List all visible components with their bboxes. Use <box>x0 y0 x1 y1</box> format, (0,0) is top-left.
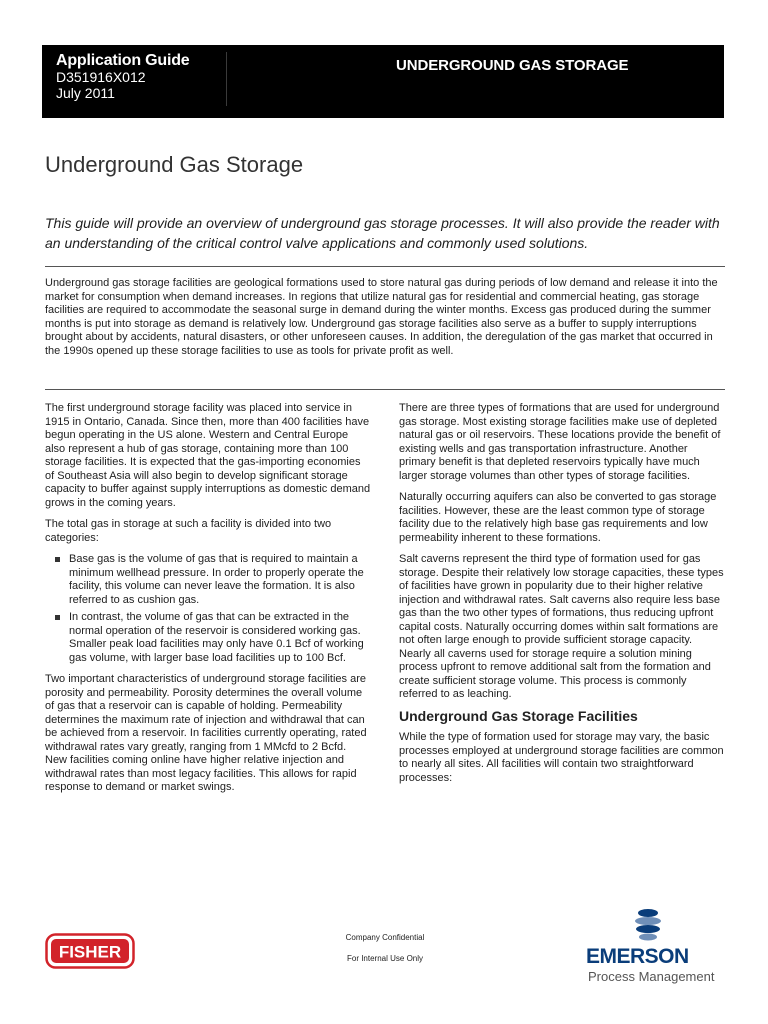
paragraph: Salt caverns represent the third type of formation used for gas storage. Despite their relatively low storage capacities, these types of facilities have grown in popularity due to their higher relative injection and withdrawal rates. Salt caverns also require less base gas than the two other types of formations, thus reducing upfront capital costs. Naturally occurring domes within salt formations are not often large enough to provide sufficient storage capacity. Nearly all caverns used for storage require a solution mining process upfront to remove additional salt from the formation and create sufficient storage volume. This process is commonly referred to as leaching. <box>399 553 724 700</box>
paragraph: Naturally occurring aquifers can also be converted to gas storage facilities. However, these are the least common type of storage facility due to the relatively high base gas requirements and low permeability inherent to these formations. <box>399 491 717 544</box>
document-date: July 2011 <box>56 85 115 101</box>
document-meta <box>56 52 227 106</box>
left-column <box>45 402 371 803</box>
paragraph: The first underground storage facility was placed into service in 1915 in Ontario, Canada. Since then, more than 400 facilities have begun operating in the US alone. Western and Central Europe also represent a hub of gas storage, containing more than 100 storage facilities. It is expected that the gas-importing economies of Southeast Asia will also begin to develop significant storage capacity to buffer against supply interruptions as domestic demand grows in the coming years. <box>45 402 371 509</box>
emerson-logo-text: EMERSON <box>586 945 689 968</box>
paragraph: The total gas in storage at such a facility is divided into two categories: <box>45 518 332 544</box>
emerson-logo <box>582 903 726 987</box>
paragraph: Two important characteristics of underground storage facilities are porosity and permeability. Porosity determines the overall volume of gas that a reservoir can is capable of holding. Permeability determines the maximum rate of injection and withdrawal that can be achieved from a reservoir. In facilities currently operating, rated withdrawal rates vary greatly, ranging from 1 MMcfd to 2 Bcfd. New facilities coming online have higher relative injection and withdrawal rates than most legacy facilities. This allows for rapid response to demand or market swings. <box>45 673 367 793</box>
divider <box>45 389 725 390</box>
paragraph: There are three types of formations that are used for underground gas storage. Most existing storage facilities make use of depleted natural gas or oil reservoirs. These locations provide the benefit of existing wells and gas transportation infrastructure. Another primary benefit is that depleted reservoirs typically have much larger storage volumes than other types of storage facilities. <box>399 402 721 482</box>
paragraph: While the type of formation used for storage may vary, the basic processes employed at underground storage facilities are common to nearly all sites. All facilities will contain two straightforward processes: <box>399 731 724 784</box>
overview-paragraph: Underground gas storage facilities are geological formations used to store natural gas during periods of low demand and release it into the market for consumption when demand increases. In regions that utilize natural gas for residential and commercial heating, gas storage facilities are required to accommodate the seasonal surge in demand during the winter months. Excess gas produced during the summer months is put into storage as demand is relatively low. Underground gas storage facilities also serve as a buffer to supply interruptions brought about by accidents, natural disasters, or other unforeseen causes. In addition, the deregulation of the gas market that occurred in the 1990s opened up these storage facilities to use as tools for private profit as well. <box>45 277 718 357</box>
list-item: Base gas is the volume of gas that is required to maintain a minimum wellhead pressure. In order to properly operate the facility, this volume can never leave the formation. It is also referred to as cushion gas. <box>69 553 371 607</box>
bullet-list <box>45 553 371 665</box>
emerson-tagline: Process Management <box>588 969 715 984</box>
document-type: Application Guide <box>56 52 190 69</box>
emerson-globe-icon <box>635 909 661 941</box>
list-item: In contrast, the volume of gas that can be extracted in the normal operation of the reservoir is considered working gas. Smaller peak load facilities may only have 0.1 Bcf of working gas volume, with larger base load facilities up to 100 Bcf. <box>69 611 371 665</box>
header-topic: UNDERGROUND GAS STORAGE <box>396 57 629 74</box>
fisher-logo <box>45 933 135 969</box>
right-column <box>399 402 725 793</box>
page-title: Underground Gas Storage <box>45 152 304 177</box>
section-heading: Underground Gas Storage Facilities <box>399 707 638 724</box>
fisher-logo-text: FISHER <box>58 942 122 962</box>
document-number: D351916X012 <box>56 69 146 85</box>
header-bar <box>42 45 724 118</box>
footer-confidential: Company Confidential <box>345 933 425 942</box>
divider <box>45 266 725 267</box>
footer-internal: For Internal Use Only <box>346 954 424 963</box>
intro-paragraph: This guide will provide an overview of underground gas storage processes. It will also provide the reader with an understanding of the critical control valve applications and commonly used solutions. <box>45 215 720 251</box>
